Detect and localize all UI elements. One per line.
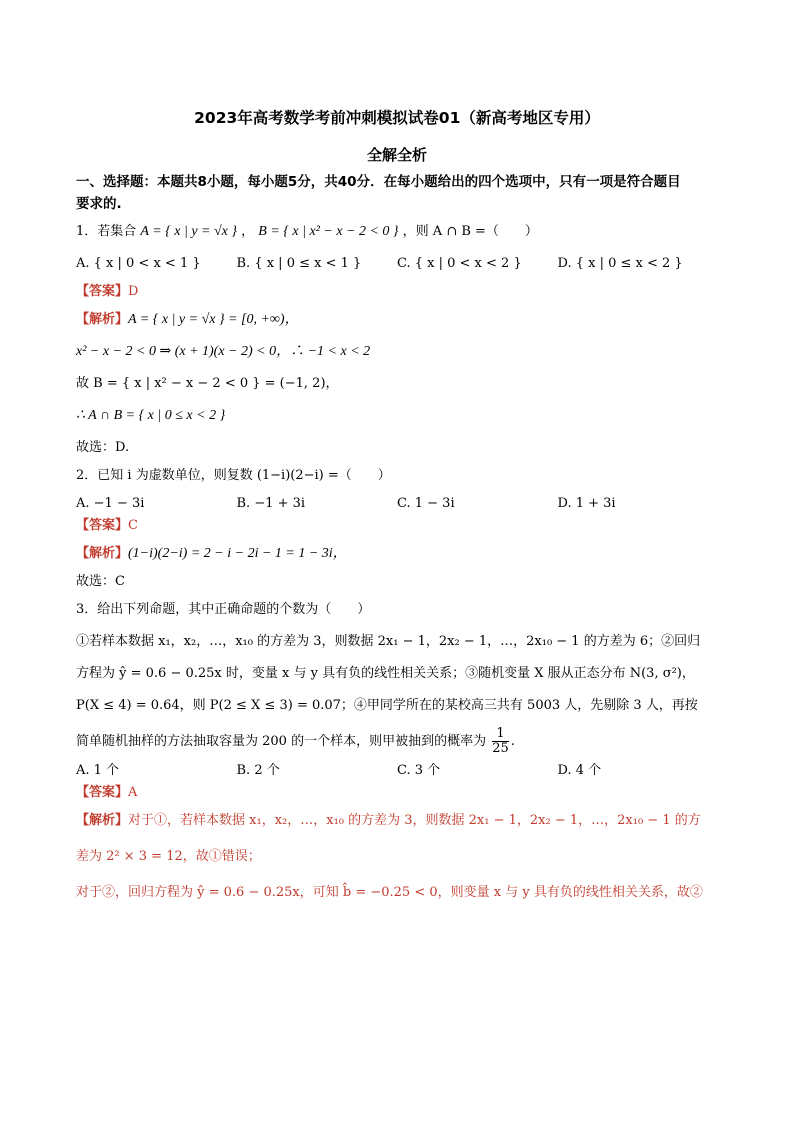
section-heading-line-1: 一、选择题：本题共8小题，每小题5分，共40分．在每小题给出的四个选项中，只有一项是符合题目 — [76, 174, 681, 190]
question-1-option-d: D. { x | 0 ≤ x < 2 } — [557, 256, 683, 271]
question-2-answer-value: C — [128, 518, 138, 533]
question-3-options — [76, 760, 718, 782]
fraction-denominator: 25 — [492, 741, 509, 756]
page-title: 2023年高考数学考前冲刺模拟试卷01（新高考地区专用） — [194, 109, 600, 127]
question-3-answer — [76, 782, 718, 804]
question-1-answer — [76, 281, 718, 303]
section-heading — [76, 171, 718, 215]
analysis-text: A = { x | y = √x } = [0, +∞)， — [128, 312, 299, 327]
page-subtitle: 全解全析 — [366, 146, 427, 164]
question-1-option-a: A. { x | 0 < x < 1 } — [76, 256, 201, 271]
question-1-suffix: ，则 A ∩ B =（ ） — [402, 224, 538, 239]
question-2-options — [76, 493, 718, 515]
answer-tag: 【答案】 — [76, 518, 129, 533]
analysis-tag: 【解析】 — [76, 813, 129, 828]
question-1-analysis-line-2: x² − x − 2 < 0 ⇒ (x + 1)(x − 2) < 0，∴ −1 < x < 2 — [76, 344, 371, 359]
question-3-option-b: B. 2 个 — [236, 763, 280, 778]
question-2-option-c: C. 1 − 3i — [397, 496, 455, 511]
question-3-analysis-line-3: 对于②，回归方程为 ŷ = 0.6 − 0.25x，可知 b̂ = −0.25 < 0，则变量 x 与 y 具有负的线性相关关系，故② — [76, 885, 703, 900]
question-3-analysis-line-1 — [76, 810, 718, 832]
question-1-answer-value: D — [128, 284, 139, 299]
question-3-option-c: C. 3 个 — [397, 763, 441, 778]
question-3-stem: 3．给出下列命题，其中正确命题的个数为（ ） — [76, 602, 371, 617]
answer-tag: 【答案】 — [76, 284, 129, 299]
question-1-prefix: 1．若集合 — [76, 224, 137, 239]
question-1-option-b: B. { x | 0 ≤ x < 1 } — [236, 256, 362, 271]
question-1-analysis-line-3: 故 B = { x | x² − x − 2 < 0 } = (−1, 2)， — [76, 376, 339, 391]
probability-fraction — [492, 727, 509, 756]
answer-tag: 【答案】 — [76, 785, 129, 800]
question-3-body-line-2: 方程为 ŷ = 0.6 − 0.25x 时，变量 x 与 y 具有负的线性相关关系；③随机变量 X 服从正态分布 N(3, σ²)， — [76, 666, 695, 681]
question-3-body-line-4: 简单随机抽样的方法抽取容量为 200 的一个样本，则甲被抽到的概率为 $\frac{1}{25}$ . — [76, 726, 515, 756]
document-page — [76, 100, 718, 904]
question-3-body-text: 简单随机抽样的方法抽取容量为 200 的一个样本，则甲被抽到的概率为 — [76, 734, 487, 749]
analysis-tag: 【解析】 — [76, 312, 129, 327]
question-1-analysis-line-1 — [76, 309, 718, 331]
analysis-tag: 【解析】 — [76, 546, 129, 561]
question-1-option-c: C. { x | 0 < x < 2 } — [397, 256, 522, 271]
question-1-analysis-line-4: ∴ A ∩ B = { x | 0 ≤ x < 2 } — [76, 408, 226, 423]
question-2-option-d: D. 1 + 3i — [557, 496, 616, 511]
analysis-text: 对于①，若样本数据 x₁，x₂，…，x₁₀ 的方差为 3，则数据 2x₁ − 1，2x₂ − 1，…，2x₁₀ − 1 的方 — [128, 813, 701, 828]
question-2-analysis — [76, 543, 718, 565]
question-2-answer — [76, 515, 718, 537]
question-2-option-a: A. −1 − 3i — [76, 496, 145, 511]
analysis-text: (1−i)(2−i) = 2 − i − 2i − 1 = 1 − 3i， — [128, 546, 347, 561]
question-1-stem — [76, 221, 718, 243]
question-2-option-b: B. −1 + 3i — [236, 496, 306, 511]
fraction-numerator: 1 — [492, 727, 509, 742]
question-3-option-a: A. 1 个 — [76, 763, 120, 778]
set-b-expression: B = { x | x² − x − 2 < 0 } — [258, 224, 399, 239]
question-3-analysis-line-2: 差为 2² × 3 = 12，故①错误； — [76, 849, 261, 864]
question-3-body-line-3: P(X ≤ 4) = 0.64，则 P(2 ≤ X ≤ 3) = 0.07；④甲同学所在的某校高三共有 5003 人，先剔除 3 人，再按 — [76, 698, 698, 713]
question-2-stem: 2．已知 i 为虚数单位，则复数 (1−i)(2−i) =（ ） — [76, 468, 391, 483]
question-2-conclusion: 故选：C — [76, 574, 125, 589]
question-3-option-d: D. 4 个 — [557, 763, 602, 778]
question-3-body-line-1: ①若样本数据 x₁，x₂，…，x₁₀ 的方差为 3，则数据 2x₁ − 1，2x₂ − 1，…，2x₁₀ − 1 的方差为 6；②回归 — [76, 634, 701, 649]
question-1-conclusion: 故选：D. — [76, 440, 130, 455]
section-heading-line-2: 要求的. — [76, 196, 122, 212]
question-3-answer-value: A — [128, 785, 138, 800]
set-a-expression: A = { x | y = √x } — [140, 224, 237, 239]
question-1-options — [76, 253, 718, 275]
question-1-separator: ， — [241, 224, 255, 239]
